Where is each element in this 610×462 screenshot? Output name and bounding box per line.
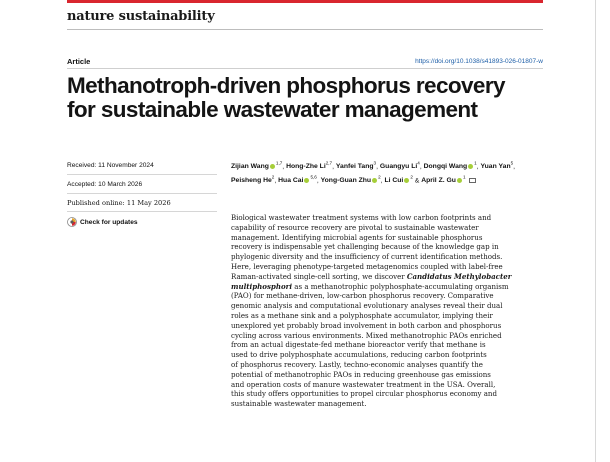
- email-icon[interactable]: [469, 178, 476, 183]
- journal-name[interactable]: nature sustainability: [67, 9, 215, 24]
- abstract-line: [231, 291, 548, 301]
- abstract-text: potential of methanotrophic PAOs in reducing greenhouse gas emissions: [231, 369, 491, 379]
- author-separator: ,: [316, 177, 321, 185]
- article-divider: [67, 68, 543, 69]
- abstract-text: capability of resource recovery are pivotal to sustainable wastewater: [231, 222, 479, 232]
- abstract-line: [231, 233, 548, 243]
- author-entry[interactable]: [380, 163, 420, 170]
- author-list: [231, 159, 546, 187]
- title-line: for sustainable wastewater management: [67, 97, 478, 122]
- abstract-line: [231, 389, 548, 399]
- author-name: Yanfei Tang: [335, 163, 374, 171]
- abstract-text: phylogenic diversity and the insufficiency of current identification methods.: [231, 252, 503, 262]
- abstract-text: cycling across various environments. Mixed methanotrophic PAOs enriched: [231, 330, 502, 340]
- abstract-text: recovery is indispensable yet challenging because of the knowledge gap in: [231, 242, 499, 252]
- abstract-line: [231, 380, 548, 390]
- check-for-updates-label: Check for updates: [80, 218, 138, 226]
- orcid-icon[interactable]: [404, 178, 409, 183]
- author-entry[interactable]: [286, 163, 332, 170]
- orcid-icon[interactable]: [468, 164, 473, 169]
- abstract-text: management. Identifying microbial agents for sustainable phosphorus: [231, 232, 483, 242]
- check-for-updates-icon: [67, 217, 77, 227]
- check-for-updates-button[interactable]: [67, 217, 138, 227]
- author-separator: ,: [376, 163, 380, 171]
- abstract-line: [231, 301, 548, 311]
- abstract-text: Biological wastewater treatment systems with low carbon footprints and: [231, 213, 492, 222]
- author-affiliation: 2,7: [325, 161, 333, 166]
- abstract-text: from an actual digestate-fed methane bioreactor verify that methane is: [231, 340, 486, 350]
- abstract-line: [231, 242, 548, 252]
- abstract-line: [231, 370, 548, 380]
- species-name: Candidatus Methylobacter: [406, 271, 512, 281]
- orcid-icon[interactable]: [304, 178, 309, 183]
- author-name: Li Cui: [384, 177, 404, 185]
- accepted-date: Accepted: 10 March 2026: [67, 181, 143, 188]
- abstract-line: [231, 272, 548, 282]
- abstract-text: genomic analysis and computational evolutionary analyses reveal their dual: [231, 301, 503, 311]
- author-entry[interactable]: [336, 163, 376, 170]
- doi-link[interactable]: https://doi.org/10.1038/s41893-026-01807-w: [415, 58, 543, 65]
- author-affiliation: 3: [373, 161, 377, 166]
- author-name: Guangyu Li: [379, 163, 418, 171]
- abstract-line: [231, 213, 548, 223]
- author-affiliation: 2: [410, 174, 413, 180]
- author-separator: ,: [419, 163, 424, 171]
- author-entry[interactable]: [231, 174, 275, 185]
- abstract-text: Here, leveraging phenotype-targeted metagenomics coupled with label-free: [231, 261, 503, 271]
- author-separator: ,: [380, 177, 385, 185]
- page-edge: [595, 0, 596, 462]
- abstract-line: [231, 331, 548, 341]
- abstract: [231, 213, 548, 409]
- abstract-line: [231, 223, 548, 233]
- author-separator: ,: [282, 163, 287, 171]
- author-affiliation: 2: [271, 174, 275, 180]
- published-date: Published online: 11 May 2026: [67, 199, 171, 207]
- orcid-icon[interactable]: [457, 178, 462, 183]
- abstract-text: Raman-activated single-cell sorting, we discover: [231, 271, 407, 281]
- abstract-text: used to drive polyphosphate accumulations, reducing carbon footprints: [231, 350, 487, 360]
- abstract-line: [231, 311, 548, 321]
- abstract-text: of phosphorus recovery. Lastly, techno-economic analyses quantify the: [231, 359, 483, 369]
- abstract-line: [231, 350, 548, 360]
- abstract-line: [231, 282, 548, 292]
- abstract-text: roles as a methane sink and a polyphosphate accumulator, implying their: [231, 310, 493, 320]
- species-name: multiphosphori: [231, 281, 293, 291]
- abstract-text: and operation costs of manure wastewater treatment in the USA. Overall,: [231, 379, 496, 389]
- abstract-text: (PAO) for methane-driven, low-carbon phosphorus recovery. Comparative: [231, 291, 494, 301]
- author-name: Hong-Zhe Li: [286, 163, 326, 171]
- author-entry[interactable]: [231, 163, 282, 170]
- abstract-line: [231, 252, 548, 262]
- author-name: Peisheng He: [231, 177, 272, 185]
- abstract-line: [231, 321, 548, 331]
- article-title: [67, 74, 547, 122]
- author-entry[interactable]: [320, 174, 381, 185]
- meta-divider: [67, 211, 217, 212]
- abstract-line: [231, 360, 548, 370]
- orcid-icon[interactable]: [372, 178, 377, 183]
- author-name: Zijian Wang: [231, 163, 269, 171]
- author-entry[interactable]: [421, 174, 466, 185]
- author-entry[interactable]: [384, 174, 413, 185]
- abstract-text: this study offers opportunities to propel circular phosphorus economy and: [231, 389, 497, 399]
- author-affiliation: 4: [417, 161, 420, 166]
- author-separator: ,: [513, 163, 516, 171]
- abstract-line: [231, 340, 548, 350]
- author-affiliation: 5: [510, 161, 514, 166]
- meta-divider: [67, 193, 217, 194]
- received-date: Received: 11 November 2024: [67, 162, 154, 169]
- author-affiliation: 2: [378, 174, 381, 180]
- author-name: Yong-Guan Zhu: [320, 177, 372, 185]
- author-affiliation: 5,6: [310, 174, 317, 180]
- author-affiliation: 1,7: [275, 161, 283, 166]
- author-affiliation: 1: [462, 174, 466, 180]
- author-name: Dongqi Wang: [423, 163, 468, 171]
- orcid-icon[interactable]: [270, 164, 275, 169]
- abstract-text: sustainable wastewater management.: [231, 399, 367, 409]
- author-separator: &: [412, 177, 422, 185]
- author-separator: ,: [476, 163, 481, 171]
- author-entry[interactable]: [481, 163, 514, 170]
- abstract-text: as a methanotrophic polyphosphate-accumulating organism: [292, 281, 509, 291]
- author-separator: ,: [332, 163, 336, 171]
- journal-accent-bar: [67, 0, 543, 3]
- meta-divider: [67, 174, 217, 175]
- author-name: Hua Cai: [278, 177, 304, 185]
- author-separator: ,: [274, 177, 279, 185]
- author-affiliation: 1: [474, 161, 477, 166]
- author-name: Yuan Yan: [480, 163, 511, 171]
- author-entry[interactable]: [278, 174, 317, 185]
- abstract-line: [231, 399, 548, 409]
- author-entry[interactable]: [424, 163, 477, 170]
- abstract-line: [231, 262, 548, 272]
- title-line: Methanotroph-driven phosphorus recovery: [67, 73, 505, 98]
- abstract-text: unexplored yet probably broad involvement in both carbon and phosphorus: [231, 320, 502, 330]
- author-name: April Z. Gu: [421, 177, 456, 185]
- header-divider: [67, 29, 543, 30]
- article-type: Article: [67, 57, 91, 66]
